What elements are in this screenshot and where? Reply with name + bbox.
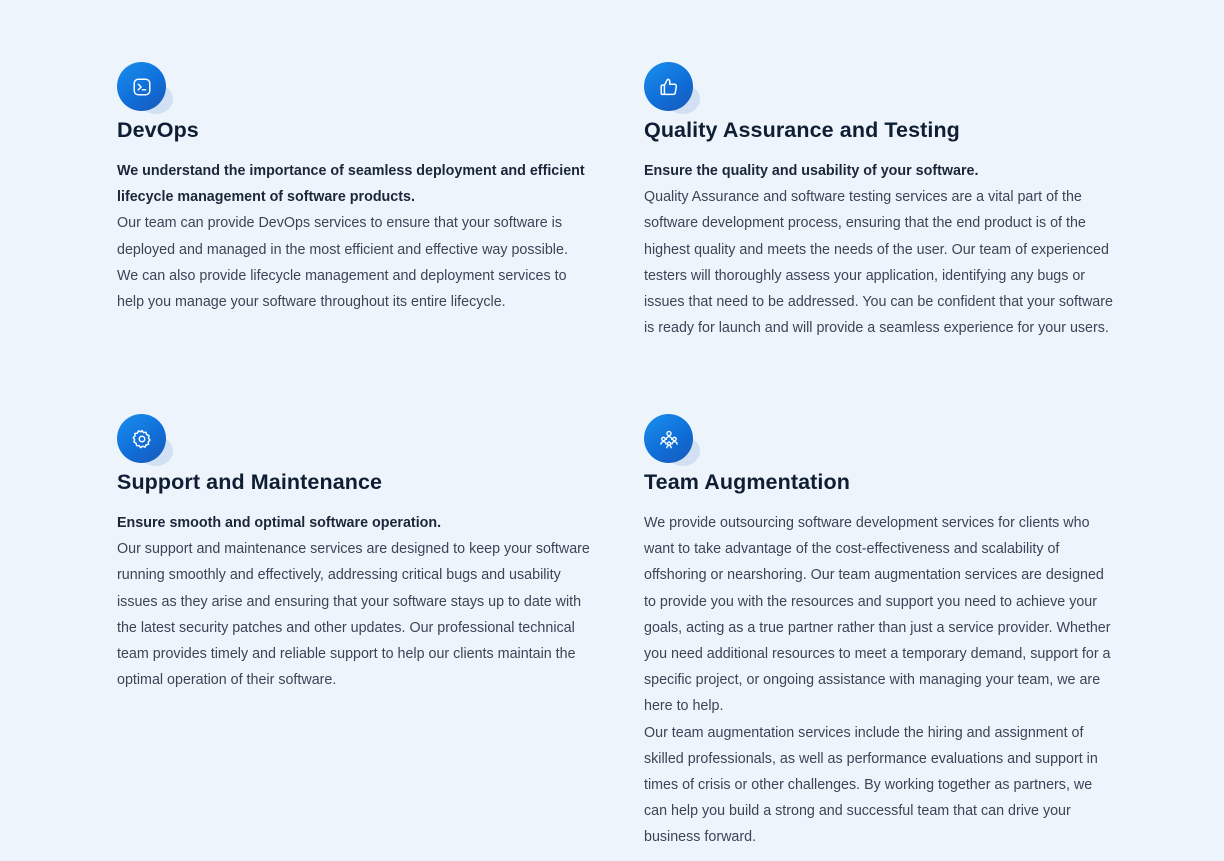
terminal-icon <box>131 76 153 98</box>
service-description: Quality Assurance and software testing services are a vital part of the software development process, ensuring that the end product is of the highest quality and meets the needs of the user. Our team of experienced testers will thoroughly assess your application, identifying any bugs or issues that need to be addressed. You can be confident that your software is ready for launch and will provide a seamless experience for your users. <box>644 189 1113 337</box>
service-title: Team Augmentation <box>644 470 850 494</box>
service-icon-badge <box>644 62 700 114</box>
icon-circle <box>117 414 166 463</box>
icon-circle <box>644 62 693 111</box>
service-card-devops <box>117 62 592 315</box>
service-lead: Ensure the quality and usability of your software. <box>644 163 979 179</box>
service-title: Support and Maintenance <box>117 470 383 494</box>
service-card-team <box>644 414 1116 851</box>
service-icon-badge <box>644 414 700 466</box>
gear-icon <box>131 428 153 450</box>
service-title: DevOps <box>117 118 199 142</box>
icon-circle <box>117 62 166 111</box>
service-card-qa <box>644 62 1116 341</box>
service-description: Our team can provide DevOps services to ensure that your software is deployed and managed in the most efficient and effective way possible. We can also provide lifecycle management and deployment services to help you manage your software throughout its entire lifecycle. <box>117 215 568 311</box>
service-lead: Ensure smooth and optimal software operation. <box>117 515 442 531</box>
service-lead: We understand the importance of seamless deployment and efficient lifecycle management of software products. <box>117 163 585 206</box>
service-description: Our support and maintenance services are designed to keep your software running smoothly and effectively, addressing critical bugs and usability issues as they arise and ensuring that your software stays up to date with the latest security patches and other updates. Our professional technical team provides timely and reliable support to help our clients maintain the optimal operation of their software. <box>117 541 590 689</box>
service-description-continued: Our team augmentation services include the hiring and assignment of skilled professionals, as well as performance evaluations and support in times of crisis or other challenges. By working together as partners, we can help you build a strong and successful team that can drive your business forward. <box>644 724 1098 846</box>
service-description: We provide outsourcing software development services for clients who want to take advantage of the cost-effectiveness and scalability of offshoring or nearshoring. Our team augmentation services are designed to provide you with the resources and support you need to achieve your goals, acting as a true partner rather than just a service provider. Whether you need additional resources to meet a temporary demand, support for a specific project, or ongoing assistance with managing your team, we are here to help. <box>644 515 1111 715</box>
service-icon-badge <box>117 414 173 466</box>
service-card-support <box>117 414 592 693</box>
team-icon <box>658 428 680 450</box>
service-icon-badge <box>117 62 173 114</box>
service-title: Quality Assurance and Testing <box>644 118 960 142</box>
thumbs-up-icon <box>658 76 680 98</box>
icon-circle <box>644 414 693 463</box>
